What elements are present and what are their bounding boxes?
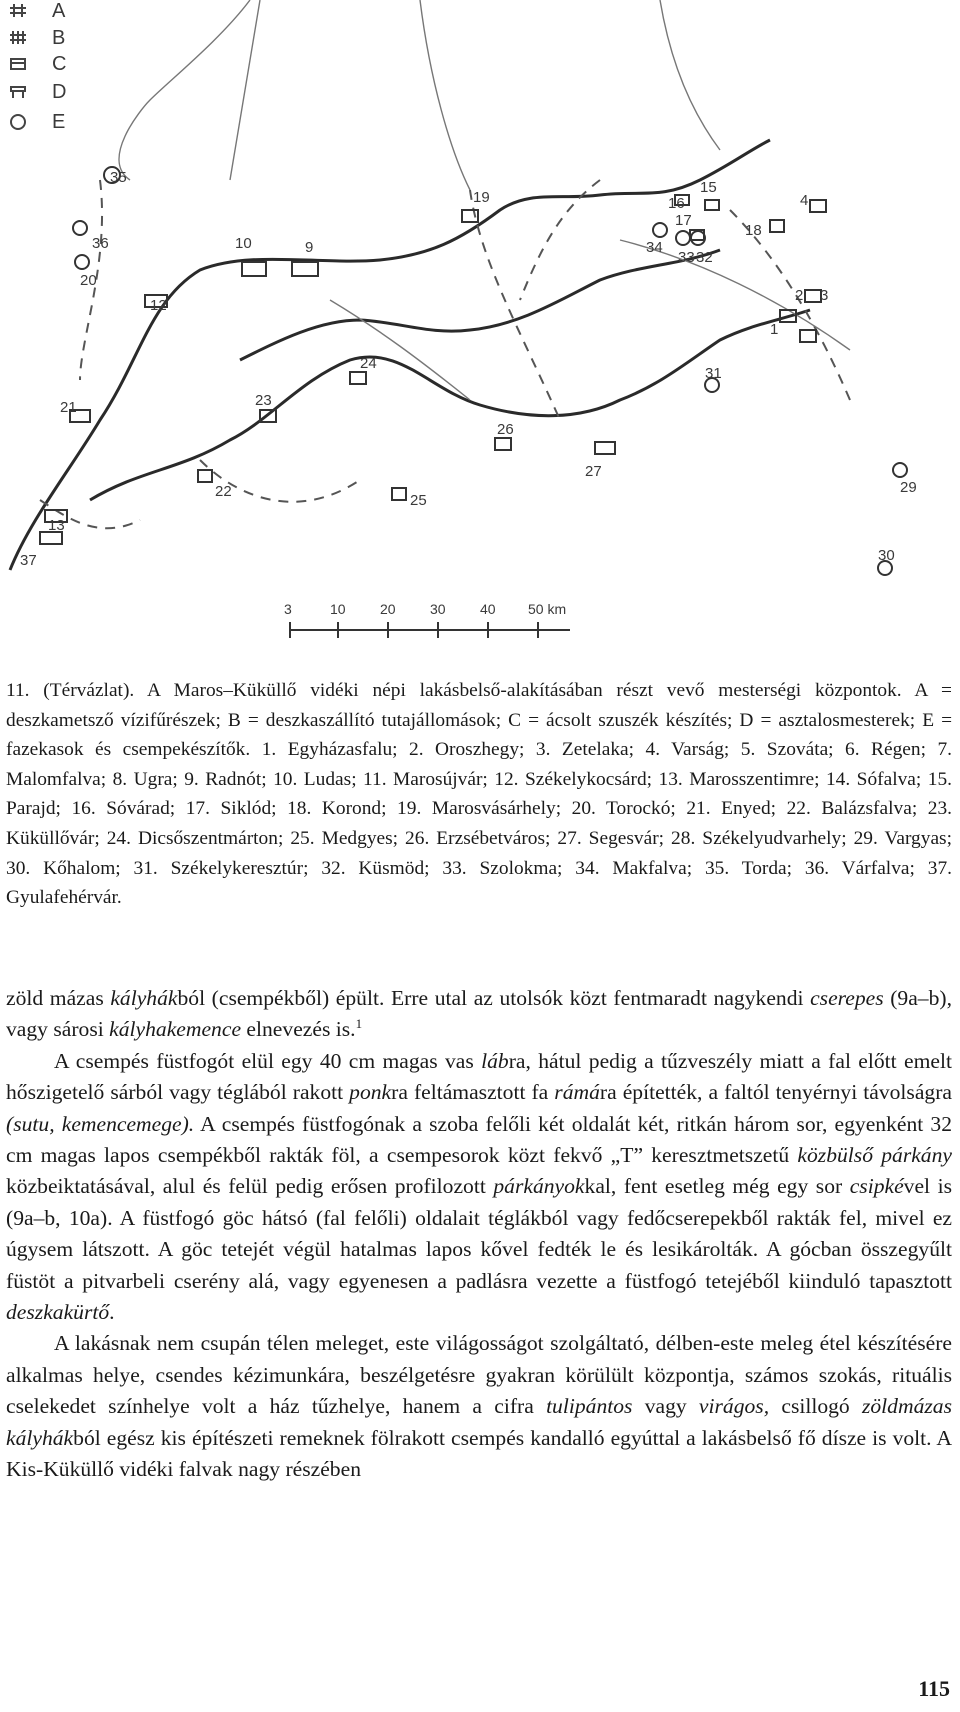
scale-label: 40 [480, 601, 496, 617]
scale-label: 50 km [528, 601, 567, 617]
site-label: 9 [305, 239, 314, 256]
site-label: 35 [110, 169, 127, 186]
body-text [6, 983, 952, 1486]
site-label: 29 [900, 479, 917, 496]
circle-icon [11, 115, 25, 129]
paragraph: zöld mázas kályhákból (csempékből) épült. Erre utal az utolsók közt fentmaradt nagykendi cserepes (9a–b), vagy sárosi kályhakemence elnevezés is.$^1$ [6, 986, 952, 1042]
site-label: 26 [497, 421, 514, 438]
site-label: 15 [700, 179, 717, 196]
site-label: 10 [235, 235, 252, 252]
site-label: 17 [675, 212, 692, 229]
legend-letter: D [52, 81, 67, 103]
paragraph: A csempés füstfogót elül egy 40 cm magas vas lábra, hátul pedig a tűzveszély miatt a fal előtt emelt hőszigetelő sárból vagy téglából rakott ponkra feltámasztott fa rámára építették, a faltól tenyérnyi távolságra (sutu, kemencemege). A csempés füstfogónak a szoba felőli két oldalát két, ritkán három sor, egyenként 32 cm magas lapos csempékből rakták föl, a csempesorok közt fekvő „T” keresztmetszetű közbülső párkány közbeiktatásával, alul és felül pedig erősen profilozott párkányokkal, fent esetleg még egy sor csipkével is (9a–b, 10a). A füstfogó göc hátsó (fal felőli) oldalait téglákból vagy fedőcserepekből rakták fel, mivel ez úgysem látszott. A göc tetejét végül hatalmas lapos kővel fedték le és lesikárolták. A gócban összegyűlt füstöt a pitvarbeli cserény alá, vagy egyenesen a padlásra vezette a füstfogó tetejéből kiinduló tapasztott deszkakürtő. [6, 1048, 953, 1325]
site-label: 1 [770, 321, 779, 338]
site-label: 37 [20, 552, 37, 569]
site-label: 24 [360, 355, 377, 372]
site-labels [20, 169, 917, 569]
raft-icon [10, 31, 26, 44]
kis-kukullo-river [240, 250, 720, 360]
site-label: 32 [696, 249, 713, 266]
scale-label: 3 [284, 601, 292, 617]
site-label: 27 [585, 463, 602, 480]
paragraph: A lakásnak nem csupán télen meleget, este világosságot szolgáltató, délben-este meleg étel készítésére alkalmas helye, csendes kézimunkára, beszélgetésre gyakran körülült központja, számos szokás, rituális cselekedet színhelye volt a ház tűzhelye, hanem a cifra tulipántos vagy virágos, csillogó zöldmázas kályhákból egész kis építészeti remeknek fölrakott csempés kandalló egyúttal a lakásbelső fő dísze is volt. A Kis-Küküllő vidéki falvak nagy részében [6, 1331, 952, 1482]
legend-letter: C [52, 53, 67, 75]
site-label: 34 [646, 239, 663, 256]
legend-letter: A [52, 0, 66, 22]
footnote-ref[interactable]: 1 [355, 1016, 363, 1032]
legend-letters [52, 0, 66, 133]
site-label: 2 [795, 287, 804, 304]
site-label: 25 [410, 492, 427, 509]
roads [40, 180, 850, 528]
site-label: 36 [92, 235, 109, 252]
site-label: 18 [745, 222, 762, 239]
scale-label: 10 [330, 601, 346, 617]
legend-letter: E [52, 111, 66, 133]
legend-letter: B [52, 27, 66, 49]
site-label: 31 [705, 365, 722, 382]
site-label: 20 [80, 272, 97, 289]
maros-river [10, 140, 770, 570]
scale-label: 30 [430, 601, 446, 617]
fence-icon [10, 4, 26, 17]
site-label: 21 [60, 399, 77, 416]
site-label: 13 [48, 517, 65, 534]
figure-caption: 11. (Térvázlat). A Maros–Küküllő vidéki népi lakásbelső-alakításában részt vevő mesterségi központok. A = deszkametsző vízifűrészek; B = deszkaszállító tutajállomások; C = ácsolt szuszék készítés; D = asztalosmesterek; E = fazekasok és csempekészítők. 1. Egyházasfalu; 2. Oroszhegy; 3. Zetelaka; 4. Varság; 5. Szováta; 6. Régen; 7. Malomfalva; 8. Ugra; 9. Radnót; 10. Ludas; 11. Marosújvár; 12. Székelykocsárd; 13. Marosszentimre; 14. Sófalva; 15. Parajd; 16. Sóvárad; 17. Siklód; 18. Korond; 19. Marosvásárhely; 20. Torockó; 21. Enyed; 22. Balázsfalva; 23. Küküllővár; 24. Dicsőszentmárton; 25. Medgyes; 26. Erzsébetváros; 27. Segesvár; 28. Székelyudvarhely; 29. Vargyas; 30. Kőhalom; 31. Székelykeresztúr; 32. Küsmöd; 33. Szolokma; 34. Makfalva; 35. Torda; 36. Várfalva; 37. Gyulafehérvár. [6, 680, 952, 909]
sketch-map [0, 0, 960, 660]
site-label: 3 [820, 287, 829, 304]
scale-bar [290, 622, 570, 638]
site-label: 12 [150, 297, 167, 314]
road [470, 190, 560, 420]
scale-labels [284, 601, 566, 617]
site-label: 30 [878, 547, 895, 564]
site-label: 16 [668, 195, 685, 212]
site-label: 33 [678, 249, 695, 266]
site-label: 22 [215, 483, 232, 500]
site-label: 19 [473, 189, 490, 206]
map-legend [10, 4, 26, 129]
site-label: 23 [255, 392, 272, 409]
site-label: 4 [800, 192, 809, 209]
page-number: 115 [918, 1676, 950, 1701]
scale-label: 20 [380, 601, 396, 617]
table-icon [11, 87, 25, 98]
chest-icon [11, 59, 25, 69]
